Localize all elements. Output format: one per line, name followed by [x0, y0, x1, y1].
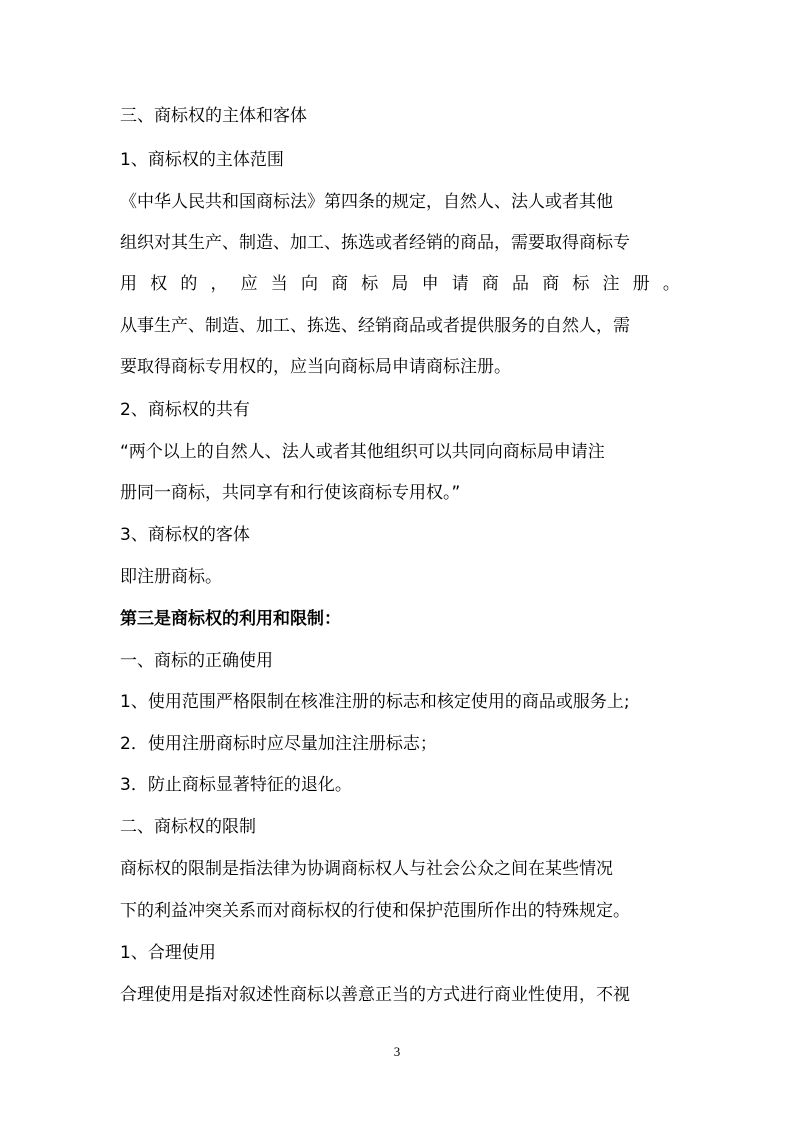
list-item: 2．使用注册商标时应尽量加注注册标志；	[120, 734, 437, 754]
paragraph-line: 商标权的限制是指法律为协调商标权人与社会公众之间在某些情况	[120, 859, 613, 879]
paragraph-line: 即注册商标。	[120, 567, 222, 587]
justified-character: 应	[240, 274, 258, 294]
justified-character: 。	[662, 274, 680, 294]
quoted-paragraph-line: 册同一商标，共同享有和行使该商标专用权。”	[120, 483, 461, 503]
justified-character: 商	[481, 274, 499, 294]
justified-character: 标	[361, 274, 379, 294]
paragraph-line: 下的利益冲突关系而对商标权的行使和保护范围所作出的特殊规定。	[120, 901, 630, 921]
section-heading: 三、商标权的主体和客体	[120, 106, 307, 126]
justified-character: 注	[602, 274, 620, 294]
justified-character: 请	[451, 274, 469, 294]
justified-character: 品	[512, 274, 530, 294]
justified-character: 当	[270, 274, 288, 294]
bold-heading: 第三是商标权的利用和限制：	[120, 609, 341, 629]
subsection-heading: 1、商标权的主体范围	[120, 150, 284, 170]
paragraph-line: 组织对其生产、制造、加工、拣选或者经销的商品，需要取得商标专	[120, 233, 630, 253]
list-item: 3．防止商标显著特征的退化。	[120, 775, 352, 795]
justified-character: 册	[632, 274, 650, 294]
quoted-paragraph-line: “两个以上的自然人、法人或者其他组织可以共同向商标局申请注	[120, 442, 605, 462]
paragraph-line: 要取得商标专用权的，应当向商标局申请商标注册。	[120, 357, 511, 377]
justified-character: 申	[421, 274, 439, 294]
justified-character: 用	[120, 274, 137, 294]
section-heading: 二、商标权的限制	[120, 817, 256, 837]
subsection-heading: 2、商标权的共有	[120, 400, 250, 420]
justified-character: 局	[391, 274, 409, 294]
justified-character: 商	[331, 274, 349, 294]
paragraph-line: 从事生产、制造、加工、拣选、经销商品或者提供服务的自然人，需	[120, 316, 630, 336]
justified-character: 的	[180, 274, 198, 294]
justified-character: ，	[210, 274, 228, 294]
justified-character: 商	[542, 274, 560, 294]
paragraph-line: 合理使用是指对叙述性商标以善意正当的方式进行商业性使用，不视	[120, 985, 630, 1005]
justified-character: 权	[150, 274, 168, 294]
list-item: 1、使用范围严格限制在核准注册的标志和核定使用的商品或服务上;	[120, 692, 630, 712]
justified-character: 向	[300, 274, 318, 294]
subsection-heading: 1、合理使用	[120, 943, 216, 963]
subsection-heading: 3、商标权的客体	[120, 525, 250, 545]
paragraph-line: 《中华人民共和国商标法》第四条的规定，自然人、法人或者其他	[120, 192, 613, 212]
page-number: 3	[393, 1044, 401, 1059]
justified-character: 标	[572, 274, 590, 294]
justified-paragraph-line	[120, 272, 680, 296]
section-heading: 一、商标的正确使用	[120, 651, 273, 671]
